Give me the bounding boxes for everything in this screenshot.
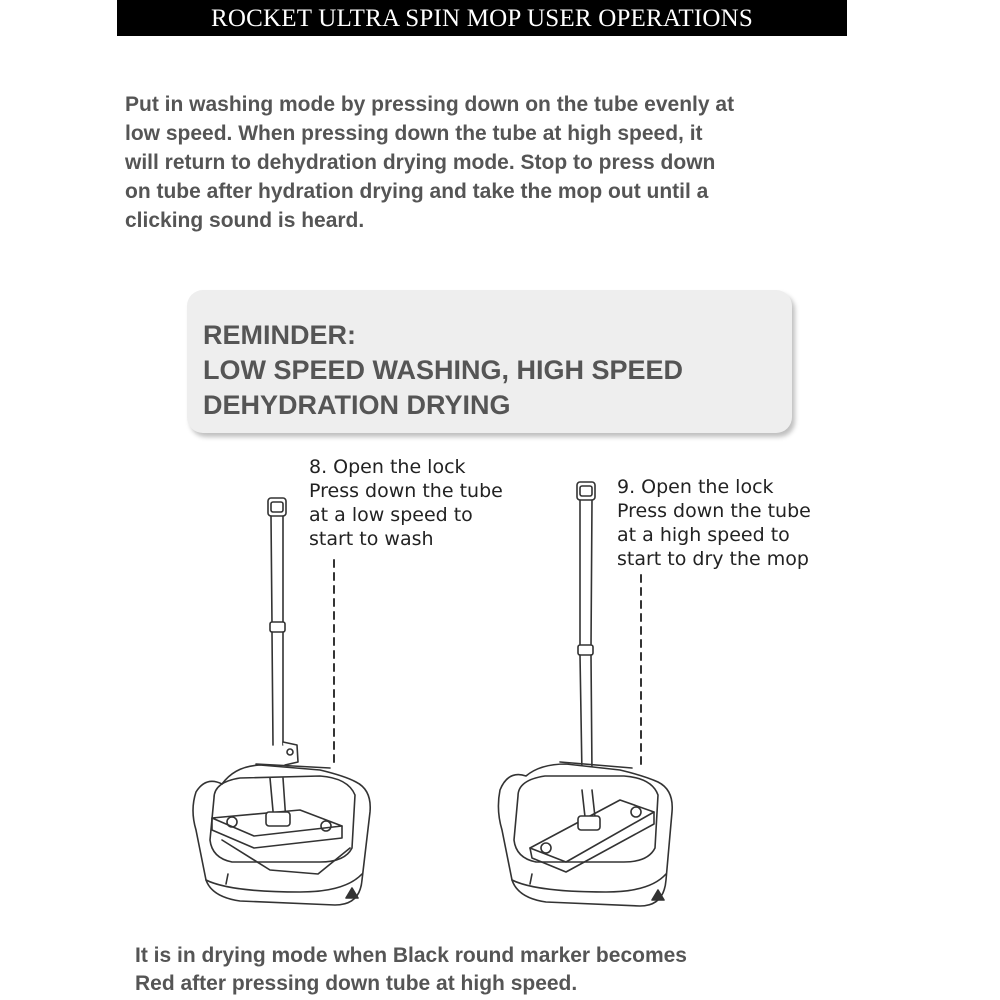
footer-line: It is in drying mode when Black round marker becomes bbox=[135, 944, 687, 967]
reminder-line: LOW SPEED WASHING, HIGH SPEED bbox=[203, 355, 684, 385]
step-line: at a high speed to bbox=[617, 524, 790, 546]
step-line: 8. Open the lock bbox=[309, 456, 466, 478]
mop-bucket-dry-icon bbox=[498, 482, 672, 906]
step-line: 9. Open the lock bbox=[617, 476, 774, 498]
intro-line: low speed. When pressing down the tube at high speed, it bbox=[125, 122, 703, 145]
step-line: Press down the tube bbox=[309, 480, 503, 502]
step-line: Press down the tube bbox=[617, 500, 811, 522]
intro-line: will return to dehydration drying mode. Stop to press down bbox=[125, 151, 716, 174]
intro-line: Put in washing mode by pressing down on the tube evenly at bbox=[125, 93, 735, 116]
step-line: start to dry the mop bbox=[617, 548, 809, 570]
footer-note bbox=[135, 942, 955, 998]
reminder-line: DEHYDRATION DRYING bbox=[203, 390, 511, 420]
footer-line: Red after pressing down tube at high speed. bbox=[135, 972, 578, 995]
intro-line: clicking sound is heard. bbox=[125, 209, 365, 232]
step-line: start to wash bbox=[309, 528, 434, 550]
step-line: at a low speed to bbox=[309, 504, 473, 526]
intro-line: on tube after hydration drying and take the mop out until a bbox=[125, 180, 709, 203]
mop-bucket-wash-icon bbox=[193, 498, 370, 905]
document-title: ROCKET ULTRA SPIN MOP USER OPERATIONS bbox=[117, 0, 847, 36]
reminder-heading: REMINDER: bbox=[203, 320, 356, 350]
